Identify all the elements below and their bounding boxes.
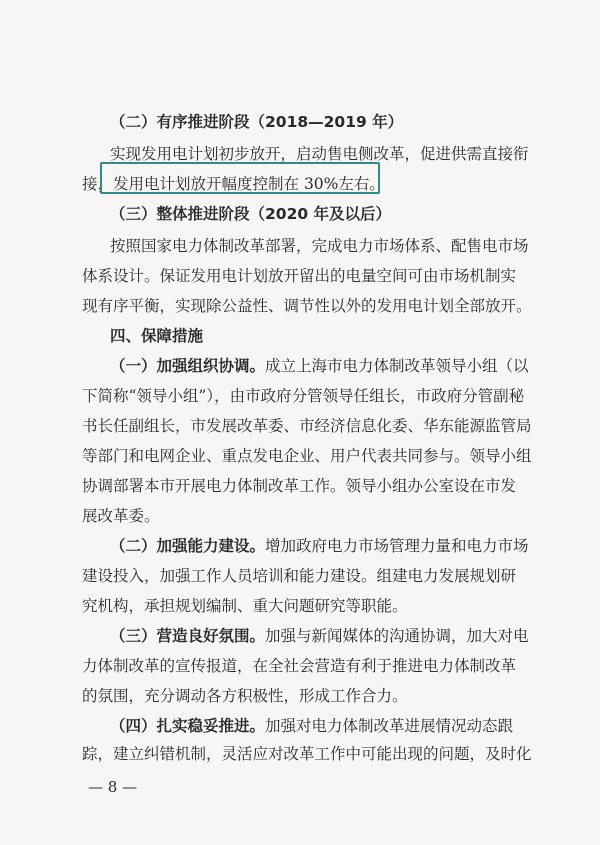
- paragraph-text: 接，: [82, 175, 114, 193]
- paragraph-text: 增加政府电力市场管理力量和电力市场: [265, 537, 529, 555]
- paragraph-line: 建设投入，加强工作人员培训和能力建设。组建电力发展规划研: [82, 567, 517, 585]
- item-title: （三）营造良好氛围。: [110, 627, 266, 645]
- highlighted-text: 发用电计划放开幅度控制在 30%左右。: [113, 175, 385, 193]
- highlight-box: [100, 162, 380, 194]
- paragraph-line: 实现发用电计划初步放开，启动售电侧改革，促进供需直接衔: [110, 145, 529, 163]
- item-title: （二）加强能力建设。: [110, 537, 266, 555]
- paragraph-line: 协调部署本市开展电力体制改革工作。领导小组办公室设在市发: [82, 477, 517, 495]
- paragraph-line: 展改革委。: [82, 507, 160, 525]
- section-title-overall-phase: （三）整体推进阶段（2020 年及以后）: [110, 205, 392, 223]
- item-title: （四）扎实稳妥推进。: [110, 717, 266, 735]
- paragraph-line: [110, 716, 600, 736]
- paragraph-line: 等部门和电网企业、重点发电企业、用户代表共同参与。领导小组: [82, 447, 532, 465]
- paragraph-line: 究机构，承担规划编制、重大问题研究等职能。: [82, 597, 408, 615]
- paragraph-line: 踪，建立纠错机制，灵活应对改革工作中可能出现的问题，及时化: [82, 745, 532, 763]
- paragraph-text: 加强与新闻媒体的沟通协调，加大对电: [265, 627, 529, 645]
- paragraph-line: [110, 356, 600, 376]
- page-number: — 8 —: [88, 778, 138, 796]
- paragraph-line: 现有序平衡，实现除公益性、调节性以外的发用电计划全部放开。: [82, 297, 532, 315]
- paragraph-text: 成立上海市电力体制改革领导小组（以: [265, 357, 529, 375]
- paragraph-line: 书长任副组长，市发展改革委、市经济信息化委、华东能源监管局: [82, 417, 532, 435]
- paragraph-line: 力体制改革的宣传报道，在全社会营造有利于推进电力体制改革: [82, 657, 517, 675]
- paragraph-line: 下简称“领导小组”），由市政府分管领导任组长，市政府分管副秘: [82, 387, 525, 405]
- section-title-ordered-phase: （二）有序推进阶段（2018—2019 年）: [110, 113, 404, 131]
- paragraph-line: 按照国家电力体制改革部署，完成电力市场体系、配售电市场: [110, 237, 529, 255]
- section-heading-safeguards: 四、保障措施: [110, 327, 204, 345]
- paragraph-line: [110, 626, 600, 646]
- paragraph-text: 加强对电力体制改革进展情况动态跟: [265, 717, 514, 735]
- paragraph-line: 体系设计。保证发用电计划放开留出的电量空间可由市场机制实: [82, 267, 517, 285]
- paragraph-line: 的氛围，充分调动各方积极性，形成工作合力。: [82, 687, 408, 705]
- item-title: （一）加强组织协调。: [110, 357, 266, 375]
- paragraph-line: [110, 536, 600, 556]
